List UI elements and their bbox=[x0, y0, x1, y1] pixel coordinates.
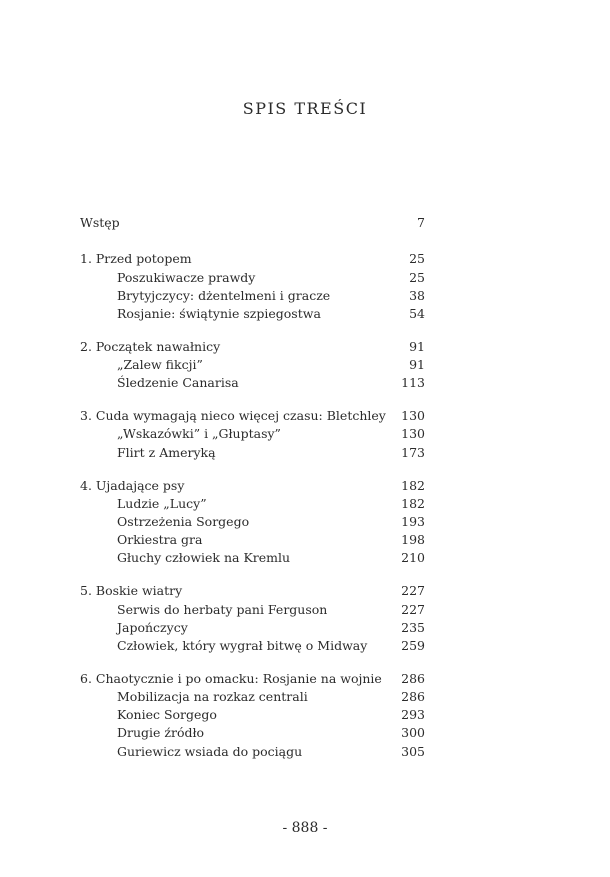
toc-entry-page: 173 bbox=[401, 444, 425, 460]
toc-entry-label: Człowiek, który wygrał bitwę o Midway bbox=[117, 637, 368, 653]
toc-section bbox=[80, 706, 425, 724]
toc-section bbox=[80, 724, 425, 742]
toc-entry-page: 300 bbox=[401, 725, 425, 741]
toc-entry-label: 5. Boskie wiatry bbox=[80, 583, 183, 599]
toc-section bbox=[80, 305, 425, 323]
toc-entry-page: 38 bbox=[409, 287, 425, 303]
toc-entry-label: Śledzenie Canarisa bbox=[117, 375, 239, 391]
toc-entry-page: 305 bbox=[401, 743, 425, 759]
toc-entry-page: 235 bbox=[401, 619, 425, 635]
toc-entry-label: Głuchy człowiek na Kremlu bbox=[117, 550, 291, 566]
toc-entry-intro bbox=[80, 214, 425, 232]
toc-entry-page: 210 bbox=[401, 550, 425, 566]
toc-entry-page: 130 bbox=[401, 408, 425, 424]
toc-section bbox=[80, 743, 425, 761]
toc-entry-label: 3. Cuda wymagają nieco więcej czasu: Bletchley bbox=[80, 408, 386, 424]
toc-entry-label: Ludzie „Lucy” bbox=[117, 495, 207, 511]
toc-section bbox=[80, 531, 425, 549]
toc-section bbox=[80, 637, 425, 655]
toc-entry-label: Brytyjczycy: dżentelmeni i gracze bbox=[117, 287, 331, 303]
toc-entry-label: „Zalew fikcji” bbox=[117, 357, 203, 373]
toc-entry-page: 259 bbox=[401, 637, 425, 653]
toc-entry-page: 91 bbox=[409, 357, 425, 373]
table-of-contents bbox=[80, 214, 425, 761]
toc-chapter bbox=[80, 250, 425, 268]
toc-entry-label: Koniec Sorgego bbox=[117, 707, 217, 723]
toc-entry-page: 25 bbox=[409, 269, 425, 285]
toc-entry-label: 4. Ujadające psy bbox=[80, 477, 185, 493]
toc-entry-label: Serwis do herbaty pani Ferguson bbox=[117, 601, 328, 617]
toc-entry-label: Rosjanie: świątynie szpiegostwa bbox=[117, 305, 321, 321]
page-number: - 888 - bbox=[282, 820, 328, 836]
toc-entry-label: Orkiestra gra bbox=[117, 532, 203, 548]
toc-entry-label: Mobilizacja na rozkaz centrali bbox=[117, 689, 308, 705]
toc-entry-page: 91 bbox=[409, 338, 425, 354]
toc-entry-page: 113 bbox=[401, 375, 425, 391]
toc-entry-page: 182 bbox=[401, 495, 425, 511]
toc-section bbox=[80, 601, 425, 619]
toc-section bbox=[80, 287, 425, 305]
toc-section bbox=[80, 425, 425, 443]
toc-entry-page: 286 bbox=[401, 670, 425, 686]
toc-chapter bbox=[80, 670, 425, 688]
toc-section bbox=[80, 269, 425, 287]
toc-chapters bbox=[80, 250, 425, 760]
toc-entry-page: 227 bbox=[401, 601, 425, 617]
toc-section bbox=[80, 374, 425, 392]
toc-entry-page: 7 bbox=[417, 215, 425, 230]
toc-entry-label: 6. Chaotycznie i po omacku: Rosjanie na wojnie bbox=[80, 670, 382, 686]
toc-section bbox=[80, 495, 425, 513]
toc-entry-page: 286 bbox=[401, 689, 425, 705]
toc-entry-page: 25 bbox=[409, 251, 425, 267]
toc-entry-page: 182 bbox=[401, 477, 425, 493]
toc-section bbox=[80, 549, 425, 567]
toc-entry-label: Flirt z Ameryką bbox=[117, 444, 216, 460]
toc-entry-page: 193 bbox=[401, 514, 425, 530]
toc-entry-label: „Wskazówki” i „Głuptasy” bbox=[117, 426, 281, 442]
toc-section bbox=[80, 513, 425, 531]
toc-entry-label: Wstęp bbox=[80, 215, 120, 230]
toc-chapter bbox=[80, 407, 425, 425]
toc-entry-page: 130 bbox=[401, 426, 425, 442]
toc-entry-page: 227 bbox=[401, 583, 425, 599]
toc-entry-page: 54 bbox=[409, 305, 425, 321]
toc-entry-label: 1. Przed potopem bbox=[80, 251, 192, 267]
toc-entry-label: 2. Początek nawałnicy bbox=[80, 338, 221, 354]
toc-chapter bbox=[80, 477, 425, 495]
toc-section bbox=[80, 688, 425, 706]
toc-entry-page: 293 bbox=[401, 707, 425, 723]
toc-entry-page: 198 bbox=[401, 532, 425, 548]
toc-entry-label: Drugie źródło bbox=[117, 725, 205, 741]
page-title: SPIS TREŚCI bbox=[242, 99, 368, 118]
toc-section bbox=[80, 619, 425, 637]
toc-section bbox=[80, 444, 425, 462]
toc-entry-label: Guriewicz wsiada do pociągu bbox=[117, 743, 303, 759]
toc-section bbox=[80, 356, 425, 374]
toc-entry-label: Ostrzeżenia Sorgego bbox=[117, 514, 250, 530]
toc-entry-label: Poszukiwacze prawdy bbox=[117, 269, 256, 285]
toc-chapter bbox=[80, 338, 425, 356]
toc-entry-label: Japończycy bbox=[117, 619, 188, 635]
toc-chapter bbox=[80, 582, 425, 600]
